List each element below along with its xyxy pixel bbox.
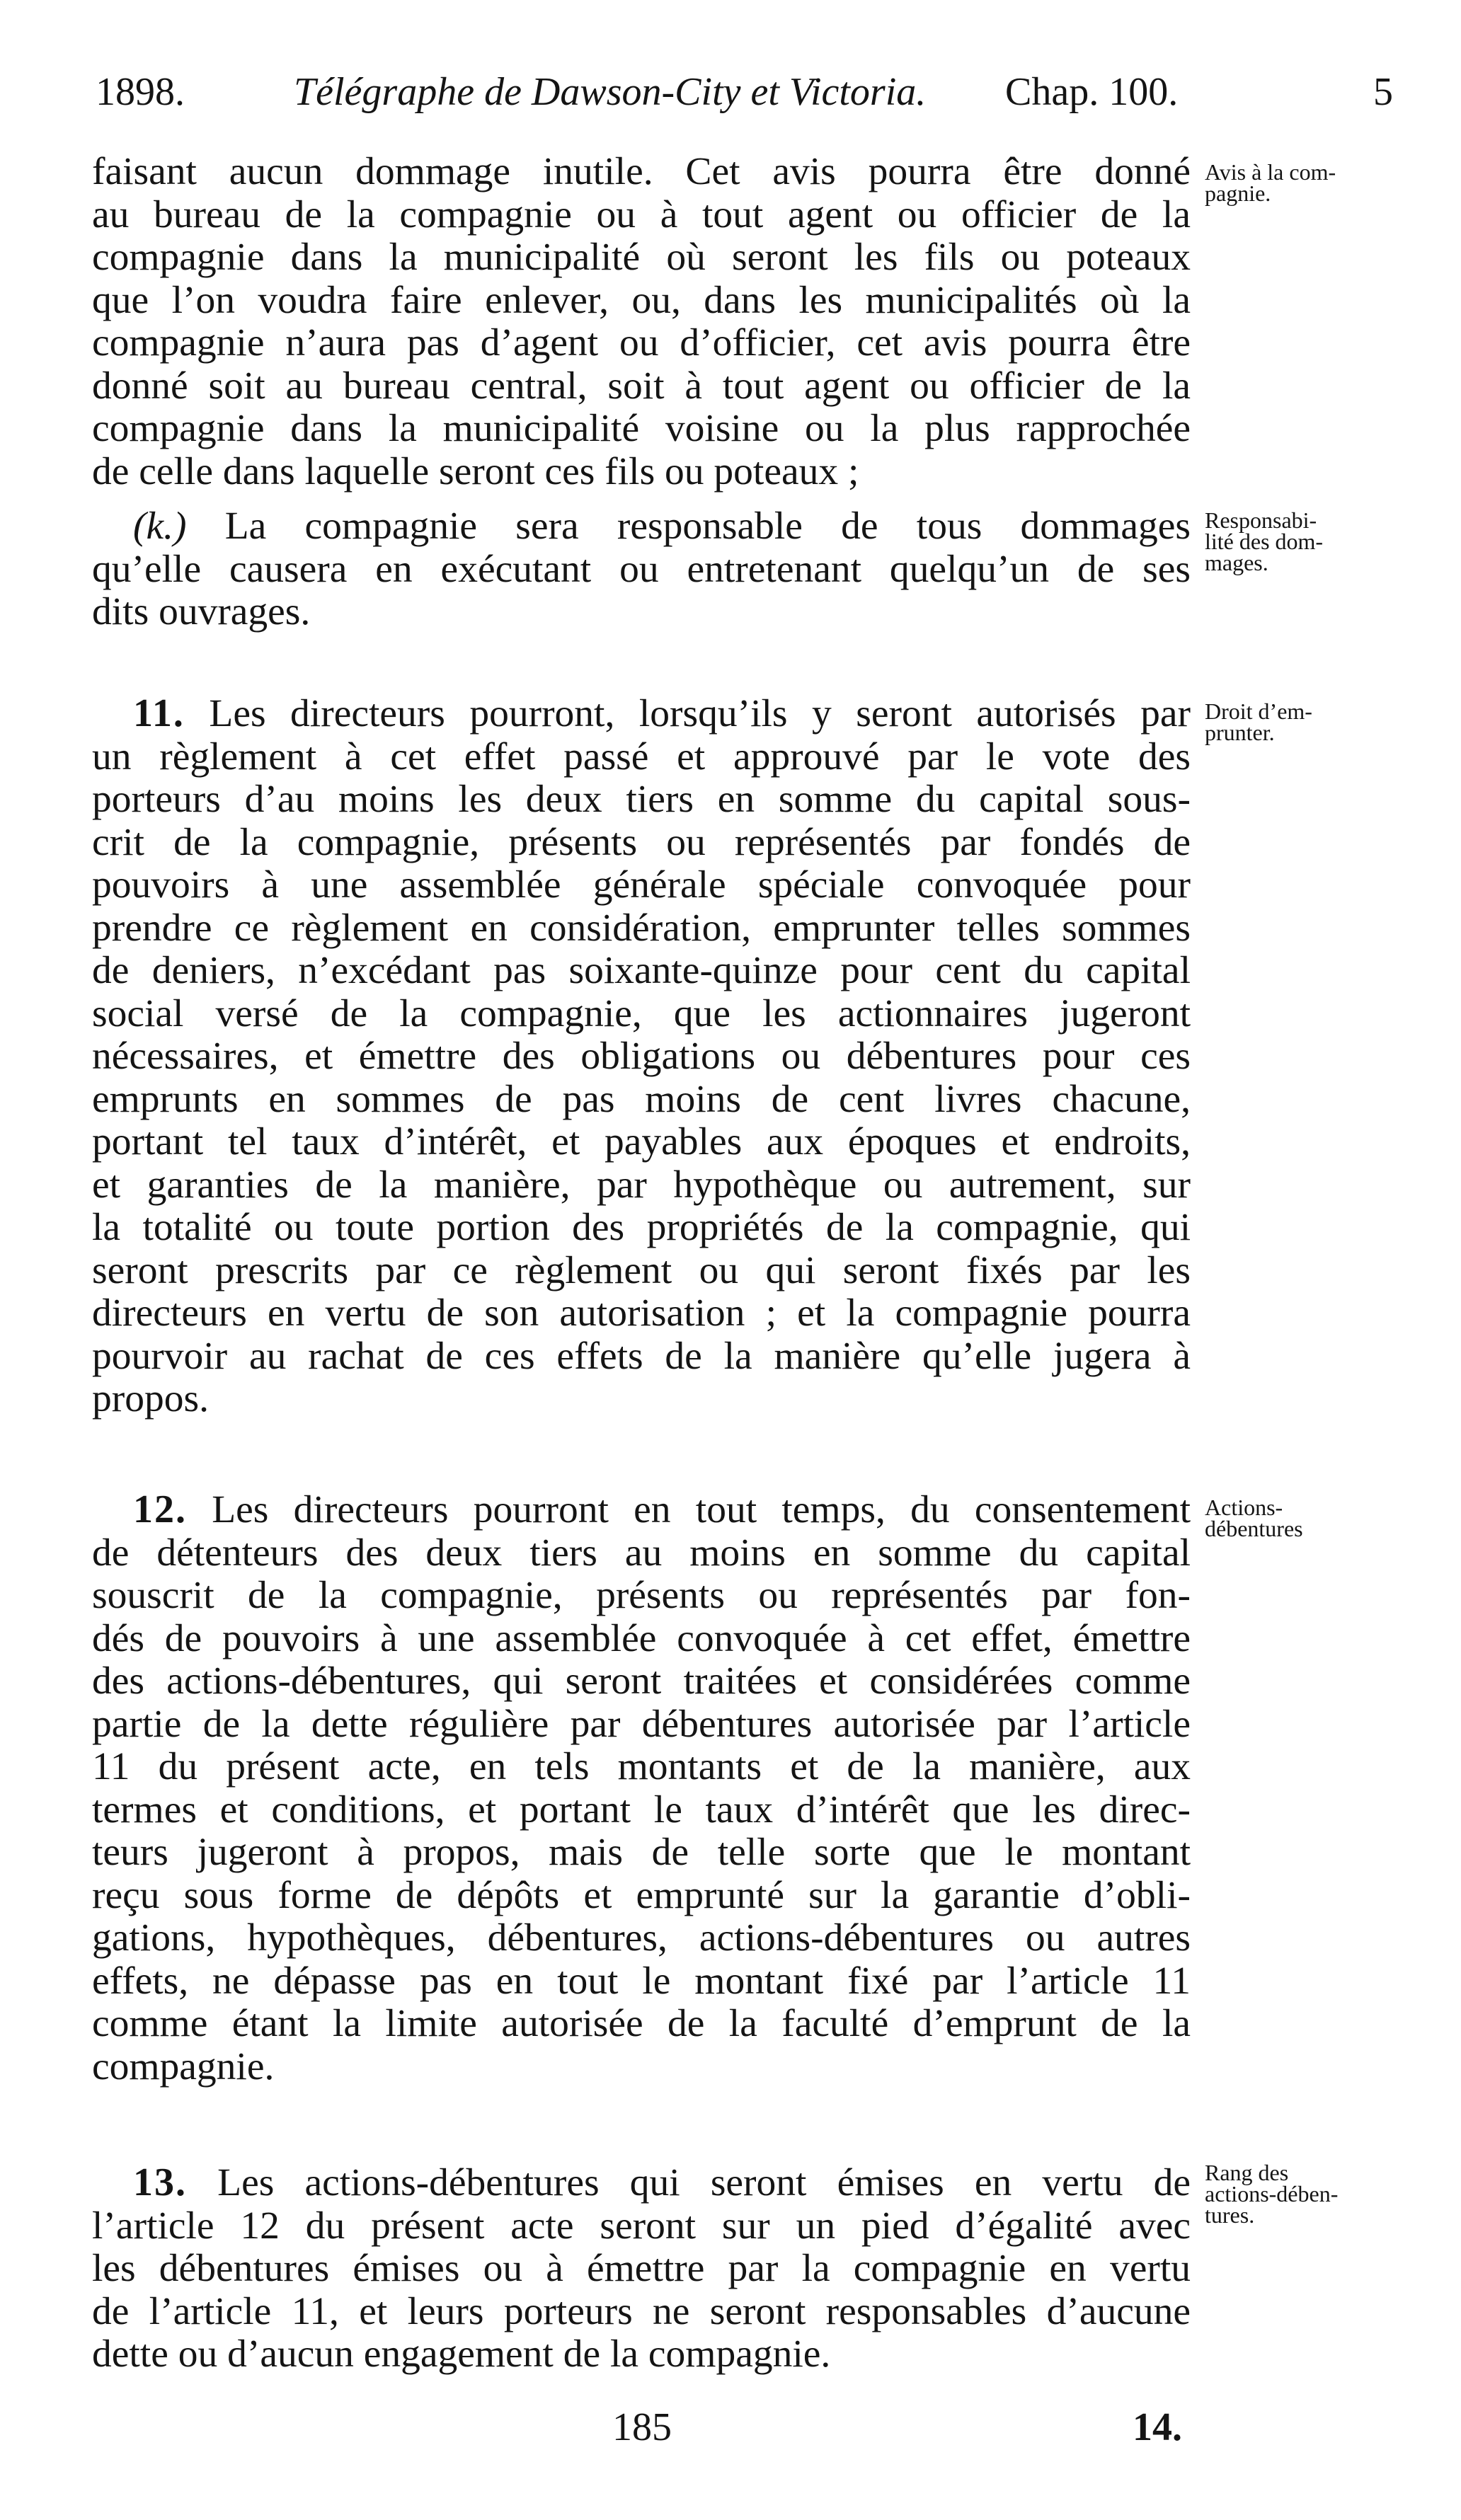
line: 11 du présent acte, en tels montants et de la manière, aux <box>92 1745 1191 1788</box>
line: faisant aucun dommage inutile. Cet avis pourra être donné <box>92 150 1191 193</box>
line: pourvoir au rachat de ces effets de la manière qu’elle jugera à <box>92 1334 1191 1378</box>
line: propos. <box>92 1377 209 1420</box>
line: compagnie dans la municipalité voisine ou la plus rapprochée <box>92 407 1191 450</box>
line: dits ouvrages. <box>92 590 311 633</box>
line: de détenteurs des deux tiers au moins en somme du capital <box>92 1531 1191 1575</box>
margin-note-avis <box>1205 161 1389 204</box>
margin-note-rang <box>1205 2162 1389 2226</box>
note-line: Avis à la com- <box>1205 159 1336 185</box>
line: teurs jugeront à propos, mais de telle sorte que le montant <box>92 1831 1191 1874</box>
line: de l’article 11, et leurs porteurs ne seront responsables d’aucune <box>92 2289 1191 2333</box>
clause-label: (k.) <box>133 505 187 548</box>
note-line: débentures <box>1205 1516 1303 1541</box>
line: des actions-débentures, qui seront traitées et considérées comme <box>92 1659 1191 1703</box>
margin-note-responsabilite <box>1205 507 1389 575</box>
note-line: Responsabi- <box>1205 507 1317 533</box>
line: gations, hypothèques, débentures, actions-débentures ou autres <box>92 1916 1191 1960</box>
section-12 <box>92 1488 1191 2088</box>
line: compagnie. <box>92 2044 275 2088</box>
line: que l’on voudra faire enlever, ou, dans les municipalités où la <box>92 278 1191 322</box>
line: compagnie dans la municipalité où seront les fils ou poteaux <box>92 236 1191 279</box>
line: comme étant la limite autorisée de la faculté d’emprunt de la <box>92 2002 1191 2045</box>
line: la totalité ou toute portion des propriétés de la compagnie, qui <box>92 1206 1191 1249</box>
catchword: 14. <box>1133 2405 1182 2449</box>
line-text: Les directeurs pourront, lorsqu’ils y seront autorisés par <box>209 692 1191 735</box>
line <box>92 505 1191 548</box>
line: souscrit de la compagnie, présents ou représentés par fon- <box>92 1574 1191 1617</box>
line: les débentures émises ou à émettre par la compagnie en vertu <box>92 2247 1191 2290</box>
margin-note-actions-debentures <box>1205 1497 1389 1539</box>
section-number: 12. <box>133 1488 187 1531</box>
header-year: 1898. <box>96 70 185 114</box>
line <box>92 1488 1191 1532</box>
note-line: Droit d’em- <box>1205 698 1312 724</box>
line: au bureau de la compagnie ou à tout agent ou officier de la <box>92 192 1191 236</box>
line: un règlement à cet effet passé et approuvé par le vote des <box>92 735 1191 778</box>
line-text: Les directeurs pourront en tout temps, du consentement <box>212 1488 1191 1531</box>
line: seront prescrits par ce règlement ou qui seront fixés par les <box>92 1248 1191 1292</box>
section-13 <box>92 2161 1191 2376</box>
section-number: 11. <box>133 691 185 735</box>
section-11 <box>92 692 1191 1421</box>
note-line: Rang des <box>1205 2160 1289 2185</box>
line: termes et conditions, et portant le taux d’intérêt que les direc- <box>92 1788 1191 1831</box>
section-number: 13. <box>133 2161 187 2204</box>
line: crit de la compagnie, présents ou représentés par fondés de <box>92 820 1191 864</box>
line-text: Les actions-débentures qui seront émises en vertu de <box>217 2161 1191 2204</box>
line: pouvoirs à une assemblée générale spéciale convoquée pour <box>92 863 1191 907</box>
line: portant tel taux d’intérêt, et payables aux époques et endroits, <box>92 1120 1191 1163</box>
line: directeurs en vertu de son autorisation ; et la compagnie pourra <box>92 1291 1191 1335</box>
line: dés de pouvoirs à une assemblée convoquée à cet effet, émettre <box>92 1616 1191 1660</box>
line: donné soit au bureau central, soit à tout agent ou officier de la <box>92 364 1191 408</box>
line: porteurs d’au moins les deux tiers en somme du capital sous- <box>92 778 1191 821</box>
note-line: mages. <box>1205 550 1268 575</box>
margin-note-droit-emprunter <box>1205 698 1389 745</box>
line-text: La compagnie sera responsable de tous dommages <box>224 505 1191 548</box>
note-line: Actions- <box>1205 1495 1283 1520</box>
line: l’article 12 du présent acte seront sur un pied d’égalité avec <box>92 2204 1191 2248</box>
line: et garanties de la manière, par hypothèque ou autrement, sur <box>92 1163 1191 1207</box>
note-line: prunter. <box>1205 720 1275 745</box>
line: social versé de la compagnie, que les actionnaires jugeront <box>92 991 1191 1035</box>
header-chapter: Chap. 100. <box>1005 70 1179 114</box>
line: partie de la dette régulière par débentures autorisée par l’article <box>92 1702 1191 1746</box>
note-line: actions-dében- <box>1205 2181 1339 2207</box>
header-page-number: 5 <box>1373 70 1393 114</box>
paragraph-k <box>92 505 1191 634</box>
page-folio: 185 <box>612 2405 672 2449</box>
line: reçu sous forme de dépôts et emprunté sur la garantie d’obli- <box>92 1873 1191 1917</box>
line <box>92 2161 1191 2205</box>
paragraph-continuation <box>92 151 1191 493</box>
line: emprunts en sommes de pas moins de cent livres chacune, <box>92 1077 1191 1121</box>
line: de celle dans laquelle seront ces fils ou poteaux ; <box>92 449 859 493</box>
line: qu’elle causera en exécutant ou entretenant quelqu’un de ses <box>92 547 1191 591</box>
line: de deniers, n’excédant pas soixante-quinze pour cent du capital <box>92 949 1191 992</box>
header-title: Télégraphe de Dawson-City et Victoria. <box>294 70 927 114</box>
line: nécessaires, et émettre des obligations ou débentures pour ces <box>92 1035 1191 1078</box>
line: compagnie n’aura pas d’agent ou d’officier, cet avis pourra être <box>92 321 1191 364</box>
line: prendre ce règlement en considération, emprunter telles sommes <box>92 906 1191 950</box>
note-line: lité des dom- <box>1205 529 1324 554</box>
line: effets, ne dépasse pas en tout le montant fixé par l’article 11 <box>92 1959 1191 2003</box>
line <box>92 692 1191 736</box>
note-line: tures. <box>1205 2202 1255 2228</box>
line: dette ou d’aucun engagement de la compagnie. <box>92 2332 831 2376</box>
note-line: pagnie. <box>1205 180 1271 206</box>
